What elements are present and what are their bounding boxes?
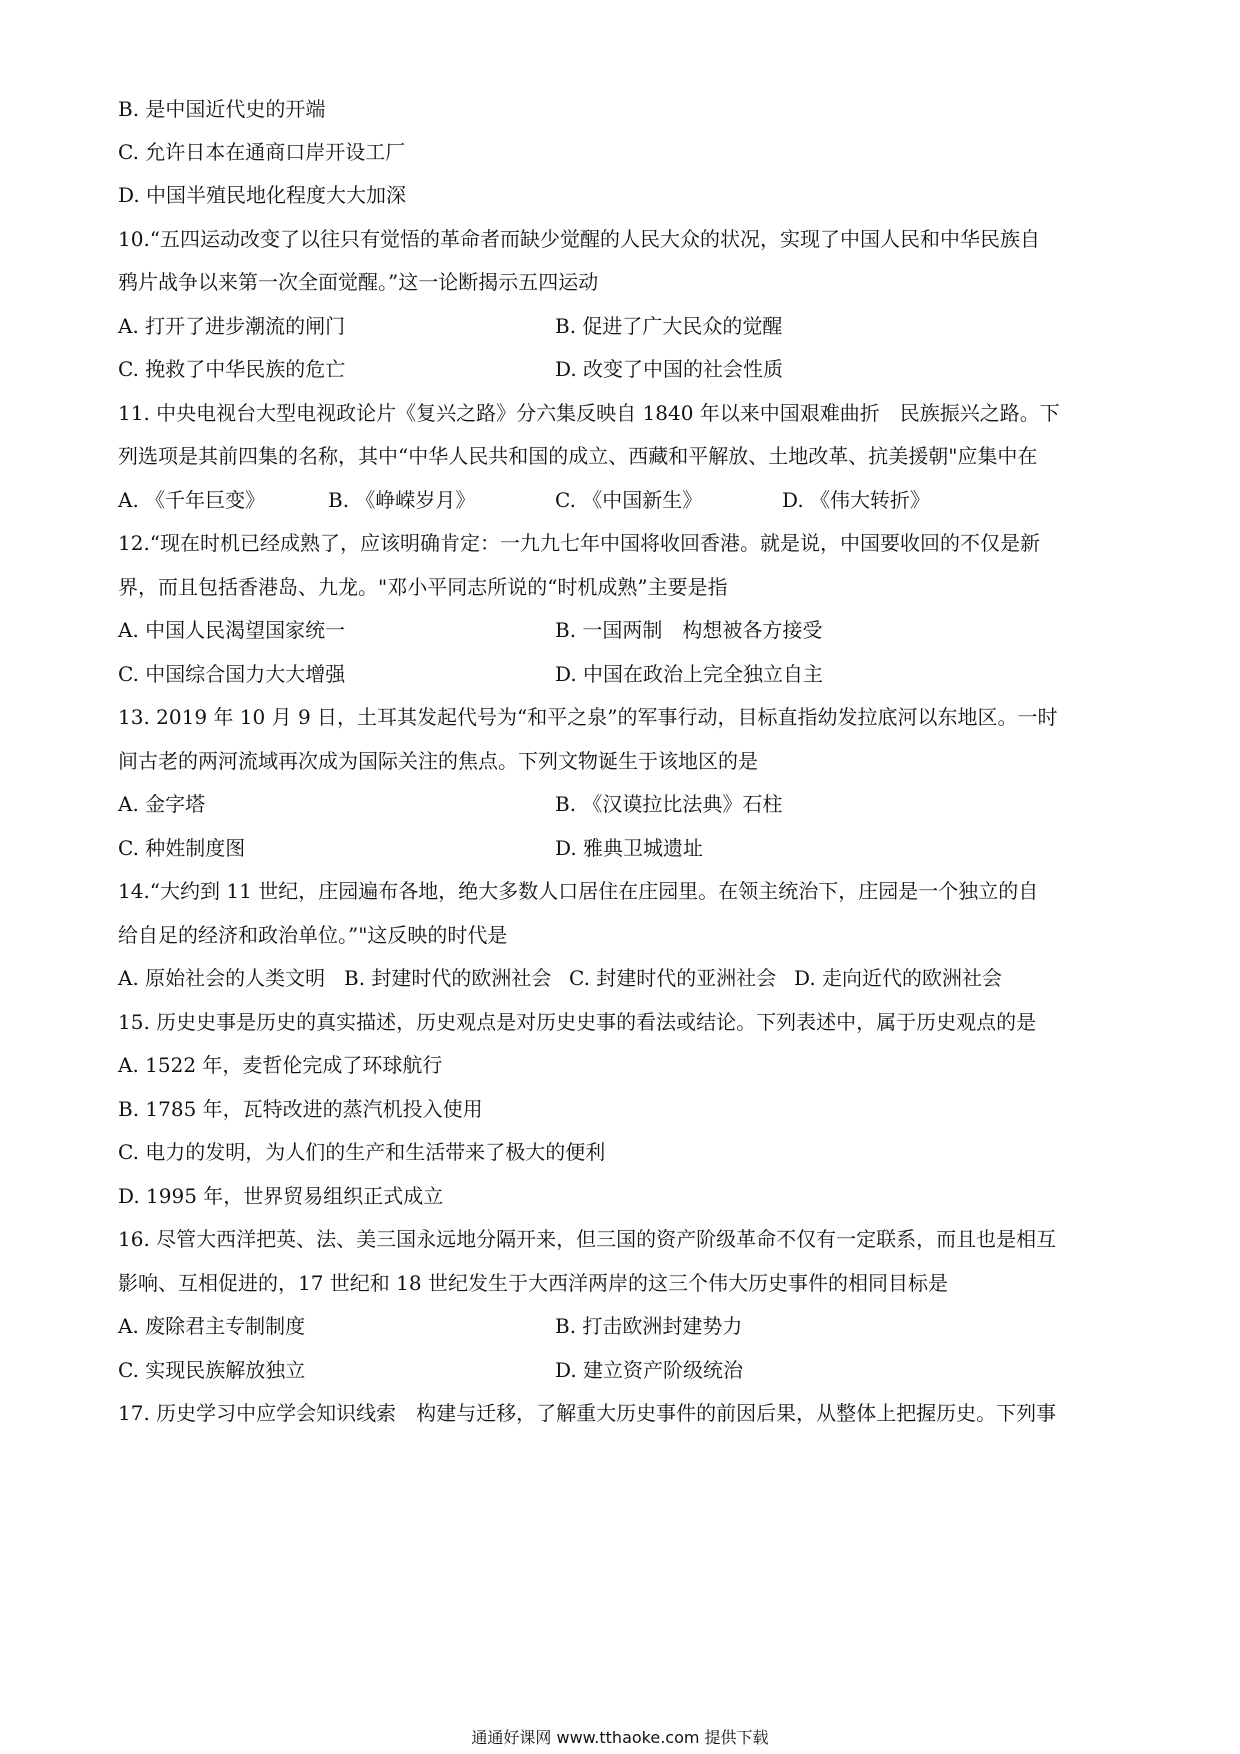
q14-option-b: B. 封建时代的欧洲社会 bbox=[344, 966, 552, 990]
q11-stem-line1: 11. 中央电视台大型电视政论片《复兴之路》分六集反映自 1840 年以来中国艰难曲折 民族振兴之路。下 bbox=[118, 401, 1060, 425]
page-footer: 通通好课网 www.tthaoke.com 提供下载 bbox=[471, 1728, 769, 1747]
q10-option-b: B. 促进了广大民众的觉醒 bbox=[555, 314, 783, 338]
q11-option-b: B. 《峥嵘岁月》 bbox=[328, 488, 476, 512]
q10-option-c: C. 挽救了中华民族的危亡 bbox=[118, 357, 346, 381]
q14-option-d: D. 走向近代的欧洲社会 bbox=[794, 966, 1003, 990]
q17-stem-line1: 17. 历史学习中应学会知识线索 构建与迁移，了解重大历史事件的前因后果，从整体上把握历史。下列事 bbox=[118, 1401, 1057, 1425]
q13-stem-line2: 间古老的两河流域再次成为国际关注的焦点。下列文物诞生于该地区的是 bbox=[118, 749, 758, 773]
q9-option-b: B. 是中国近代史的开端 bbox=[118, 97, 326, 121]
q15-option-d: D. 1995 年，世界贸易组织正式成立 bbox=[118, 1184, 444, 1208]
q9-option-c: C. 允许日本在通商口岸开设工厂 bbox=[118, 140, 406, 164]
q11-option-d: D. 《伟大转折》 bbox=[782, 488, 931, 512]
q12-options-row2 bbox=[118, 659, 1138, 689]
q13-options-row2 bbox=[118, 833, 1138, 863]
q13-option-c: C. 种姓制度图 bbox=[118, 836, 246, 860]
q12-stem-line2: 界，而且包括香港岛、九龙。"邓小平同志所说的“时机成熟”主要是指 bbox=[118, 575, 728, 599]
q13-option-b: B. 《汉谟拉比法典》石柱 bbox=[555, 792, 783, 816]
q16-option-b: B. 打击欧洲封建势力 bbox=[555, 1314, 743, 1338]
q16-option-c: C. 实现民族解放独立 bbox=[118, 1358, 306, 1382]
q11-options-row bbox=[118, 485, 1138, 515]
q16-option-a: A. 废除君主专制制度 bbox=[118, 1314, 306, 1338]
q10-option-a: A. 打开了进步潮流的闸门 bbox=[118, 314, 346, 338]
q11-option-c: C. 《中国新生》 bbox=[555, 488, 703, 512]
q13-options-row1 bbox=[118, 789, 1138, 819]
q15-option-b: B. 1785 年，瓦特改进的蒸汽机投入使用 bbox=[118, 1097, 483, 1121]
q12-stem-line1: 12.“现在时机已经成熟了，应该明确肯定：一九九七年中国将收回香港。就是说，中国要收回的不仅是新 bbox=[118, 531, 1041, 555]
q16-stem-line2: 影响、互相促进的，17 世纪和 18 世纪发生于大西洋两岸的这三个伟大历史事件的相同目标是 bbox=[118, 1271, 948, 1295]
q14-option-c: C. 封建时代的亚洲社会 bbox=[569, 966, 777, 990]
q12-options-row1 bbox=[118, 615, 1138, 645]
q14-stem-line1: 14.“大约到 11 世纪，庄园遍布各地，绝大多数人口居住在庄园里。在领主统治下，庄园是一个独立的自 bbox=[118, 879, 1039, 903]
q16-option-d: D. 建立资产阶级统治 bbox=[555, 1358, 744, 1382]
q9-option-d: D. 中国半殖民地化程度大大加深 bbox=[118, 183, 407, 207]
q16-options-row1 bbox=[118, 1311, 1138, 1341]
q10-options-row1 bbox=[118, 311, 1138, 341]
q16-stem-line1: 16. 尽管大西洋把英、法、美三国永远地分隔开来，但三国的资产阶级革命不仅有一定联系，而且也是相互 bbox=[118, 1227, 1057, 1251]
q10-option-d: D. 改变了中国的社会性质 bbox=[555, 357, 784, 381]
q10-stem-line1: 10.“五四运动改变了以往只有觉悟的革命者而缺少觉醒的人民大众的状况，实现了中国人民和中华民族自 bbox=[118, 227, 1041, 251]
q11-stem-line2: 列选项是其前四集的名称，其中“中华人民共和国的成立、西藏和平解放、土地改革、抗美援朝"应集中在 bbox=[118, 444, 1038, 468]
q15-option-c: C. 电力的发明，为人们的生产和生活带来了极大的便利 bbox=[118, 1140, 606, 1164]
q13-option-d: D. 雅典卫城遗址 bbox=[555, 836, 704, 860]
q11-option-a: A. 《千年巨变》 bbox=[118, 488, 266, 512]
q13-stem-line1: 13. 2019 年 10 月 9 日，土耳其发起代号为“和平之泉”的军事行动，目标直指幼发拉底河以东地区。一时 bbox=[118, 705, 1058, 729]
q13-option-a: A. 金字塔 bbox=[118, 792, 206, 816]
q12-option-c: C. 中国综合国力大大增强 bbox=[118, 662, 346, 686]
q14-options-row bbox=[118, 963, 1138, 993]
q12-option-d: D. 中国在政治上完全独立自主 bbox=[555, 662, 824, 686]
q10-options-row2 bbox=[118, 354, 1138, 384]
q12-option-a: A. 中国人民渴望国家统一 bbox=[118, 618, 346, 642]
q16-options-row2 bbox=[118, 1355, 1138, 1385]
q14-option-a: A. 原始社会的人类文明 bbox=[118, 966, 326, 990]
q10-stem-line2: 鸦片战争以来第一次全面觉醒。”这一论断揭示五四运动 bbox=[118, 270, 599, 294]
q14-stem-line2: 给自足的经济和政治单位。”"这反映的时代是 bbox=[118, 923, 508, 947]
q15-stem-line1: 15. 历史史事是历史的真实描述，历史观点是对历史史事的看法或结论。下列表述中，属于历史观点的是 bbox=[118, 1010, 1037, 1034]
q15-option-a: A. 1522 年，麦哲伦完成了环球航行 bbox=[118, 1053, 443, 1077]
q12-option-b: B. 一国两制 构想被各方接受 bbox=[555, 618, 823, 642]
